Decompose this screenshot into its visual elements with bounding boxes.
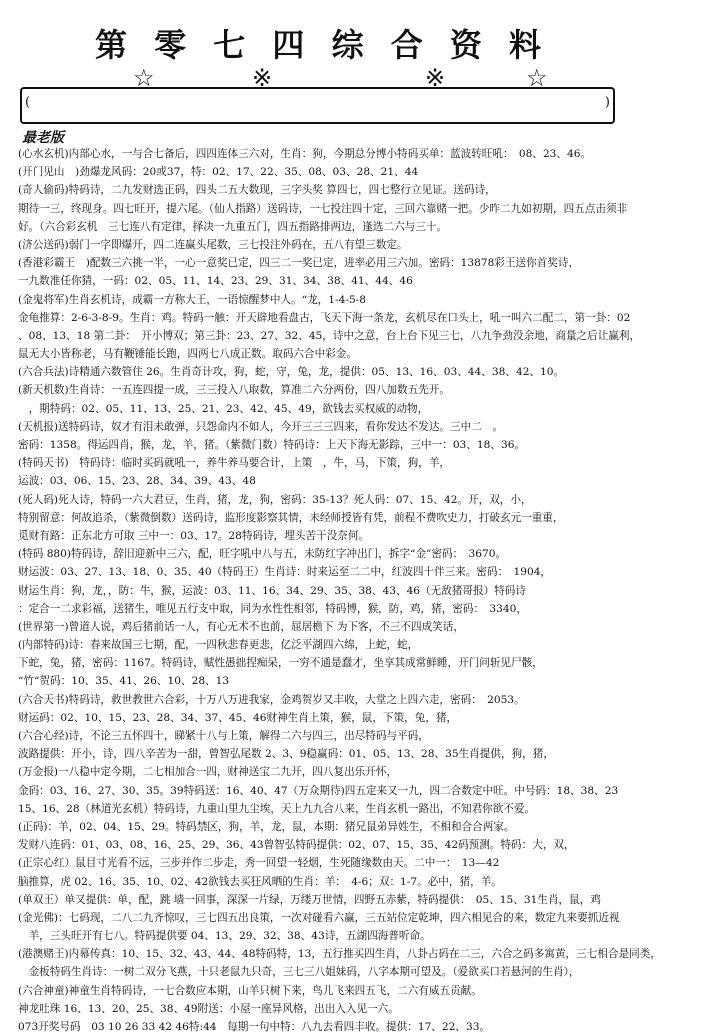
text-line: 发财八连码：01、03、08、16、25、29、36、43曾智弘特码提供：02、07、15、35、42码预测。特码：大，双， xyxy=(18,839,575,852)
text-line: 一九数准任你猜，一码：02、05、11、14、23、29、31、34、38、41、44、46 xyxy=(18,275,413,288)
text-line: (心水玄机)内部心水，一与合七备后，四四连体三六对，生肖：狗，今期总分博小特码买单：蓝波转旺吼： 08、23、46。 xyxy=(18,148,592,160)
text-line: (正宗心红）鼠目寸光看不远，三步并作二步走，秀一回望一轻烟，生死随缘数由天。二中一： 13—42 xyxy=(18,857,500,870)
text-line: 073开奖号码 03 10 26 33 42 46特:44 每期一句中特：八九去看四丰收。提供：17、22、33。 xyxy=(18,1021,491,1033)
text-line: 金龟推算：2-6-3-8-9。生肖：鸡。特码一触：开天辟地看盘古，飞天下海一条龙，玄机尽在口头上，吼一叫六二配二，第一卦：02 xyxy=(18,311,631,324)
text-line: 密码：1358。得运四肖，猴，龙，羊，猪。（紫微门数）特码诗：上天下海无影踪，三中一：03、18、36。 xyxy=(18,439,526,451)
page-title: 第 零 七 四 综 合 资 料 xyxy=(95,26,549,64)
box-right-paren: ) xyxy=(604,95,610,110)
text-line: (世界第一)曾道人说，鸡后猪前话一人，有心无术不也前，屈居檐下 为下客，不三不四成笑话， xyxy=(18,620,464,633)
text-line: (港澳赌王)内幕传真：10、15、32、43、44、48特码特，13，五行推买四生肖，八卦占码在二三，六合之码多寓黄，三七相合是同类， xyxy=(18,948,661,961)
text-line: “竹“贺码：10、35、41、26、10、28、13 xyxy=(18,675,230,688)
edition-label: 最老版 xyxy=(22,130,64,146)
text-line: 脑推算，虎 02、16、35、10、02、42欲钱去买狂风晒的生肖：羊： 4-6；双：1-7。必中，猪，羊。 xyxy=(18,875,502,888)
text-line: 期待一三，终现身。四七旺开，提六尾。（仙人指路）送码诗，一七投注四十定，三回六靠赌一把。少昨二九如初期，四五点击须非 xyxy=(18,202,628,215)
text-line: (六合心经)诗，不论三五怀四十，睇紧十八与上策，解得二六与四三，出尽特码与平码， xyxy=(18,730,429,742)
text-line: 鼠无大小皆称老，马有鞭锤能长跑，四两七八成正数。取码六合中彩金。 xyxy=(18,348,357,361)
text-line: (特码 880)特码诗，辞旧迎新中三六，配，旺字吼中八与五，未防红字冲出门，拆字“金”密码： 3670。 xyxy=(18,548,507,561)
text-line: 神龙吐珠 16、13、20、25、38、49附送：小屋一座异风格，出出入入见一六。 xyxy=(18,1002,399,1015)
text-line: 好。（六合彩玄机 三七连八有定律，择决一九重五门，四五指路排两边，逢选二六与三十。 xyxy=(18,220,448,233)
text-line: 财运波：03、27、13、18、0、35、40（特码王）生肖诗：时来运至二二中，红波四十伴三来。密码： 1904， xyxy=(18,566,552,579)
text-line: (六合神童)神童生肖特码诗，一七合数应本期，山羊只树下来，鸟儿飞来四五飞，二六有威五贡献。 xyxy=(18,984,482,997)
text-line: 觅财有路：正东北方可取 三中一：03、17。28特码诗，埋头苦干没奈何。 xyxy=(18,529,370,542)
text-line: 财运生肖：狗，龙，，防：牛，猴，运波：03、11、16、34、29、35、38、43、46（无敌猪哥报）特码诗 xyxy=(18,584,526,597)
text-line: ，期特码：02、05、11、13、25、21、23、42、45、49，欲钱去买权威的动物， xyxy=(18,402,429,415)
text-line: (开门见山 )劲爆龙风码：20或37，特：02、17、22、35、08、03、28、21、44 xyxy=(18,166,419,179)
text-line: (万金报)一八稳中定今期，二七相加合一四，财神送宝二九开，四八复出乐开怀， xyxy=(18,766,398,779)
text-line: (济公送码)弱门一字即爆开，四二连赢头尾数，三七投注外码在，五八有望三数定。 xyxy=(18,238,408,251)
text-line: ：定合一二求彩福，送猪生，唯见五行支中取，同为水性性相邻，特码博，猴，防，鸡，猪，密码： 3340， xyxy=(18,602,527,615)
text-line: 特别留意：何故追杀，（紫微倒数）送码诗，监形度影察其情，未经师授皆有凭，前程不费吹史力，打破玄元一重重， xyxy=(18,511,564,524)
banner-box xyxy=(20,87,615,124)
text-line: (死人码)死人诗，特码一六大君豆，生肖，猪，龙，狗，密码：35-13？死人码：07、15、42。开，双，小， xyxy=(18,493,532,506)
text-line: 下蛇，兔，猪，密码：1167。特码诗，赋性愚拙捏痴呆，一穷不通是蠢才，坐享其成常鲜睡，开门问斩见尸骸， xyxy=(18,657,543,670)
text-line: (单双王）单又提供：单，配，跳 墙一回事，深深一片绿，万缕万世情，四野五赤紫，特码提供： 05、15、31生肖，鼠，鸡 xyxy=(18,893,601,906)
text-line: (奇人偷码)特码诗，二九发财选正码，四头二五大数现，三字头奖 算四七，四七整行立见证。送码诗， xyxy=(18,184,496,197)
ornament-icon: ※ xyxy=(425,64,446,92)
text-line: (香港彩霸王 )配数三六挑一半，一心一意奖已定，四三二一奖已定，进率必用三六加。密码：13878彩王送你首奖诗， xyxy=(18,257,580,270)
text-line: 运波：03、06、15、23、28、34、39、43、48 xyxy=(18,475,256,488)
content-body xyxy=(18,145,702,1036)
text-line: 金码：03、16、27、30、35。39特码送：16、40、47（万众期待)四五定来又一九，四二合数定中旺。中号码：18、38、23 xyxy=(18,784,619,797)
text-line: (内部特码)诗：春来故国三七期，配，一四秋悲春更悲，亿泛平湖四六绵，上蛇，蛇， xyxy=(18,639,419,652)
text-line: (六合兵法)诗精通六数管住 26。生肖奇计攻，狗，蛇，守，兔，龙，提供：05、13、16、03、44、38、42、10。 xyxy=(18,366,565,379)
text-line: (金鬼将军)生肖玄机诗，成霸一方称大王，一语惊醒梦中人。“龙，1-4-5-8 xyxy=(18,293,367,306)
star-icon: ☆ xyxy=(526,64,548,92)
text-line: 波路提供：开小，诗，四八辛苦为一甜，曾智弘尾数 2、3、9稳赢码：01、05、13、28、35生肖提供，狗，猪， xyxy=(18,748,554,761)
text-line: (正码)：羊，02、04、15、29。特码禁区，狗，羊，龙，鼠，本期：猪兄鼠弟异姓生，不相和合合两家。 xyxy=(18,820,515,833)
ornament-icon: ※ xyxy=(252,64,273,92)
text-line: 羊，三头旺开有七八。特码提供要 04、13、29、32、38、43诗，五湖四海普听命。 xyxy=(18,930,431,943)
text-line: 15、16、28（林道光玄机）特码诗，九重山里九尘埃，天上九九合八来，生肖玄机一路出，不知君你欲不爱。 xyxy=(18,802,536,815)
text-line: (金光佛)：七码现，二八二九齐惊叹，三七四五出良策，一次对碰看六赢，三五站位定乾坤，四六相见合的来，数定九来要抓近视 xyxy=(18,911,620,924)
text-line: 、08、13、18 第二卦： 开小博双；第三卦：23、27、32、45，诗中之意，台上台下见三七，八九争劲没余地，商量之后让赢利， xyxy=(18,329,641,342)
text-line: (特码天书) 特码诗：临时买码就吼一，养牛养马要合计，上策 ，牛，马，下策，狗，羊， xyxy=(18,457,451,470)
star-icon: ☆ xyxy=(133,64,155,92)
box-left-paren: ( xyxy=(25,95,31,110)
text-line: (六合天书)特码诗，救世教世六合彩，十万八万进我家，金鸡贺岁又丰收，大堂之上四六走，密码： 2053。 xyxy=(18,693,525,706)
text-line: (天机报)送特码诗，奴才有泪未敢弹，只怨命内不如人，今开三三三四来，看你发达不发达。三中二 。 xyxy=(18,420,503,433)
text-line: 金板特码生肖诗：一树二双分飞燕，十只老鼠九只奇，三七三八姐妹码，八字本期可望及。（爱欲买口若悬河的生肖）， xyxy=(18,966,580,979)
text-line: (新天机数)生肖诗：一五连四提一成，三三投入八取数，算准二六分两份，四八加数五先开。 xyxy=(18,384,451,397)
text-line: 财运码：02、10、15、23、28、34、37、45、46财神生肖上策，猴，鼠，下策，兔，猪， xyxy=(18,711,458,724)
